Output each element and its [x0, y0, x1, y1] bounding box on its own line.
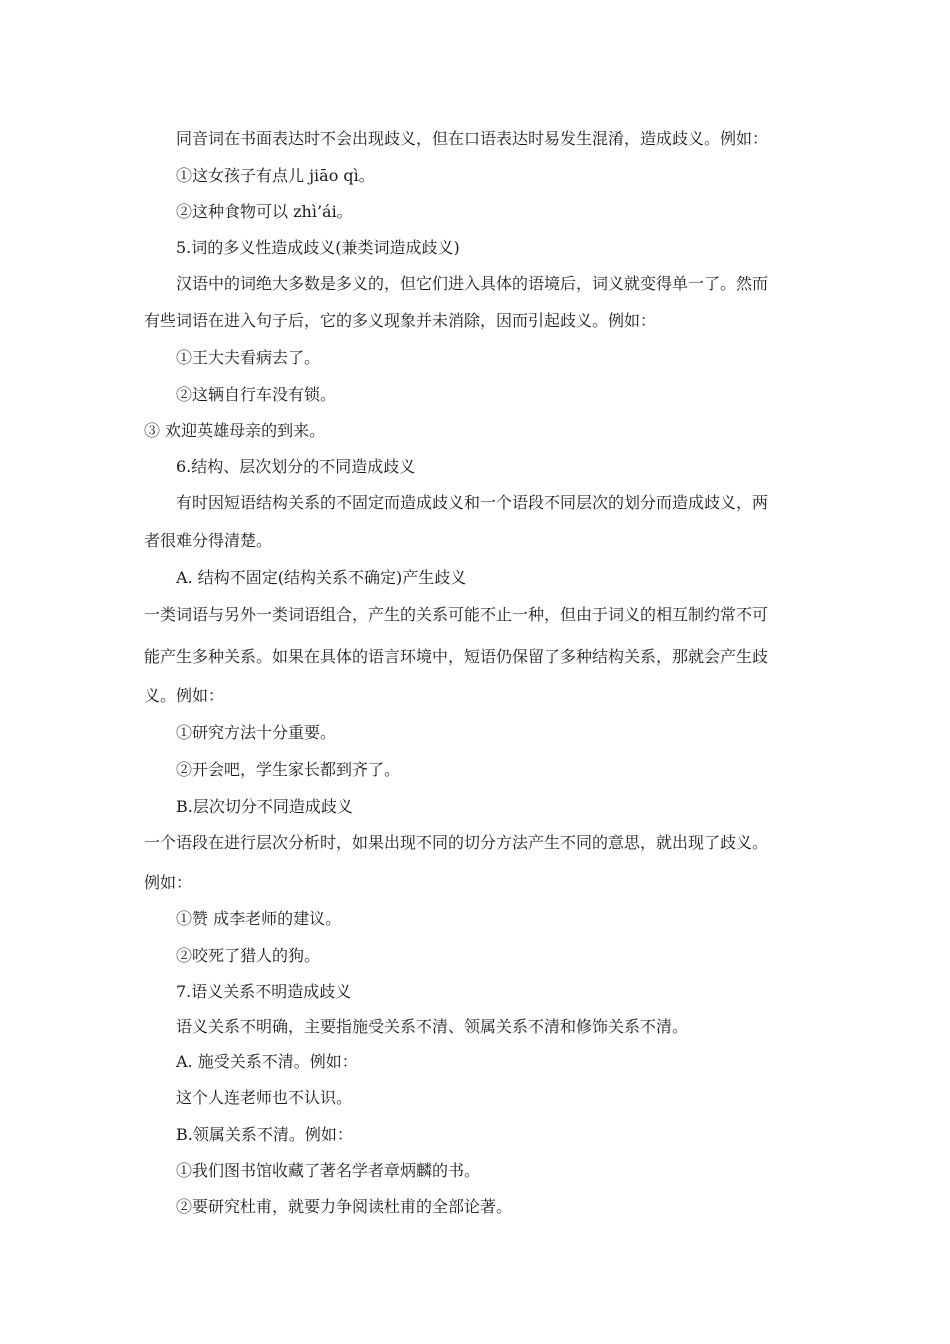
example-line: ①这女孩子有点儿 jiāo qì。	[176, 166, 375, 185]
paragraph-line: 一类词语与另外一类词语组合，产生的关系可能不止一种，但由于词义的相互制约常不可	[144, 605, 769, 624]
example-line: ②开会吧，学生家长都到齐了。	[176, 760, 401, 779]
example-line: 这个人连老师也不认识。	[176, 1088, 353, 1107]
paragraph-line: 例如：	[144, 873, 193, 892]
paragraph-line: 有时因短语结构关系的不固定而造成歧义和一个语段不同层次的划分而造成歧义，两	[176, 493, 769, 512]
section-heading: 6.结构、层次划分的不同造成歧义	[176, 457, 416, 476]
example-line: ③ 欢迎英雄母亲的到来。	[144, 421, 326, 440]
paragraph-line: 能产生多种关系。如果在具体的语言环境中，短语仍保留了多种结构关系，那就会产生歧	[144, 647, 769, 666]
paragraph-line: 义。例如：	[144, 686, 225, 705]
subsection-heading: B.领属关系不清。例如：	[176, 1125, 353, 1144]
subsection-heading: B.层次切分不同造成歧义	[176, 797, 353, 816]
section-heading: 5.词的多义性造成歧义(兼类词造成歧义)	[176, 238, 460, 257]
paragraph-line: 有些词语在进入句子后，它的多义现象并未消除，因而引起歧义。例如：	[144, 311, 657, 330]
paragraph-line: 语义关系不明确，主要指施受关系不清、领属关系不清和修饰关系不清。	[176, 1017, 689, 1036]
paragraph-line: 同音词在书面表达时不会出现歧义，但在口语表达时易发生混淆，造成歧义。例如：	[176, 129, 769, 148]
example-line: ②这种食物可以 zhì’ái。	[176, 202, 353, 221]
example-line: ①研究方法十分重要。	[176, 723, 337, 742]
example-line: ②要研究杜甫，就要力争阅读杜甫的全部论著。	[176, 1197, 513, 1216]
example-line: ①赞 成李老师的建议。	[176, 909, 342, 928]
paragraph-line: 一个语段在进行层次分析时，如果出现不同的切分方法产生不同的意思，就出现了歧义。	[144, 833, 769, 852]
example-line: ①我们图书馆收藏了著名学者章炳麟的书。	[176, 1161, 481, 1180]
section-heading: 7.语义关系不明造成歧义	[176, 982, 352, 1001]
paragraph-line: 者很难分得清楚。	[144, 531, 273, 550]
example-line: ②咬死了猎人的狗。	[176, 946, 321, 965]
paragraph-line: 汉语中的词绝大多数是多义的，但它们进入具体的语境后，词义就变得单一了。然而	[176, 274, 769, 293]
subsection-heading: A. 结构不固定(结构关系不确定)产生歧义	[176, 568, 467, 587]
subsection-heading: A. 施受关系不清。例如：	[176, 1052, 358, 1071]
example-line: ②这辆自行车没有锁。	[176, 385, 337, 404]
example-line: ①王大夫看病去了。	[176, 348, 321, 367]
